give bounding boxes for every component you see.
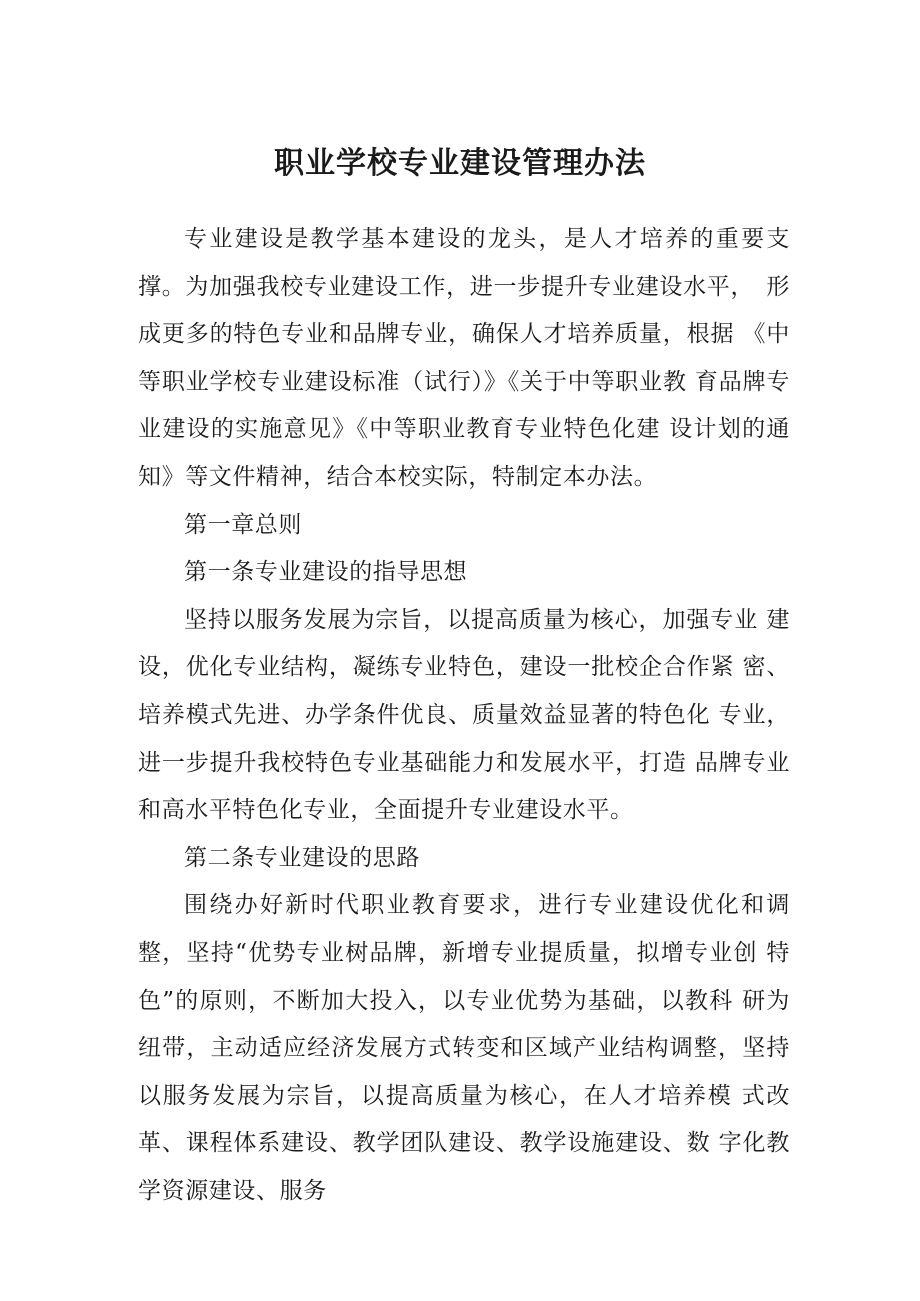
document-body bbox=[138, 216, 814, 1215]
article-paragraph: 坚持以服务发展为宗旨，以提高质量为核心，加强专业 建设，优化专业结构，凝练专业特色，建设一批校企合作紧 密、培养模式先进、办学条件优良、质量效益显著的特色化 专业，进一步提升我校特色专业基础能力和发展水平，打造 品牌专业和高水平特色化专业，全面提升专业建设水平。 bbox=[138, 606, 790, 824]
chapter-heading: 第一章总则 bbox=[184, 511, 302, 538]
article-heading: 第二条专业建设的思路 bbox=[184, 844, 420, 871]
document-title: 职业学校专业建设管理办法 bbox=[274, 146, 646, 181]
intro-paragraph: 专业建设是教学基本建设的龙头，是人才培养的重要支 撑。为加强我校专业建设工作，进一步提升专业建设水平， 形成更多的特色专业和品牌专业，确保人才培养质量，根据 《中等职业学校专业建设标准（试行）》《关于中等职业教 育品牌专业建设的实施意见》《中等职业教育专业特色化建 设计划的通知》等文件精神，结合本校实际，特制定本办法。 bbox=[138, 226, 814, 490]
article-heading: 第一条专业建设的指导思想 bbox=[184, 559, 468, 586]
article-paragraph: 围绕办好新时代职业教育要求，进行专业建设优化和调 整，坚持“优势专业树品牌，新增专业提质量，拟增专业创 特色”的原则，不断加大投入，以专业优势为基础，以教科 研为纽带，主动适应经济发展方式转变和区域产业结构调整，坚持以服务发展为宗旨，以提高质量为核心，在人才培养模 式改革、课程体系建设、教学团队建设、教学设施建设、数 字化教学资源建设、服务 bbox=[138, 892, 814, 1204]
